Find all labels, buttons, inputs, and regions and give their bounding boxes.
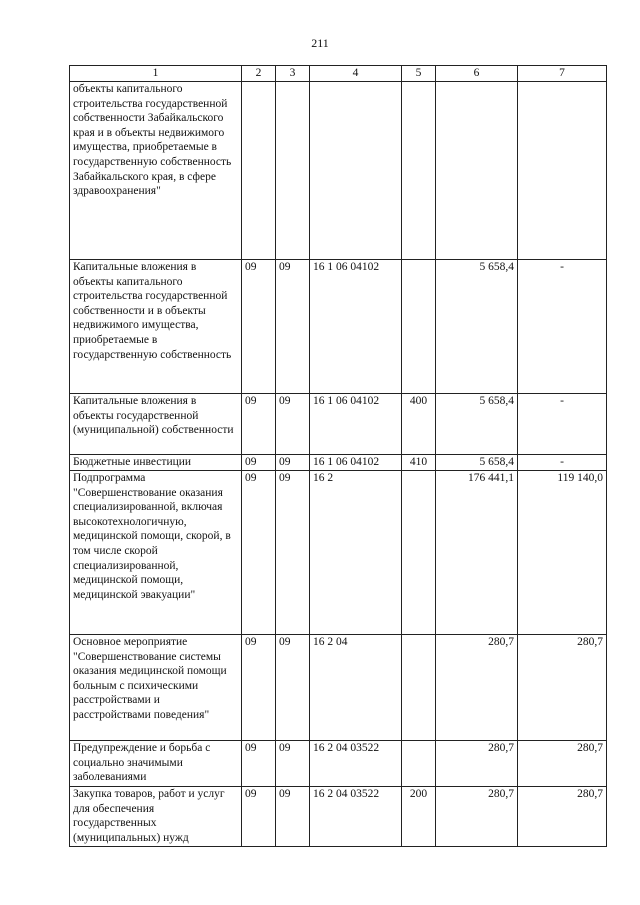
header-col-7: 7 bbox=[518, 66, 607, 82]
row-pr: 09 bbox=[276, 455, 310, 471]
row-pr: 09 bbox=[276, 260, 310, 394]
row-name: Предупреждение и борьба с социально значимыми заболеваниями bbox=[70, 741, 242, 787]
table-row bbox=[70, 82, 607, 260]
row-rz: 09 bbox=[242, 635, 276, 741]
row-sum-1: 176 441,1 bbox=[436, 471, 518, 635]
header-col-1: 1 bbox=[70, 66, 242, 82]
table-row bbox=[70, 455, 607, 471]
table-row bbox=[70, 635, 607, 741]
row-sum-2: 280,7 bbox=[518, 787, 607, 847]
row-pr: 09 bbox=[276, 394, 310, 455]
row-sum-2: 119 140,0 bbox=[518, 471, 607, 635]
row-name: Капитальные вложения в объекты государственной (муниципальной) собственности bbox=[70, 394, 242, 455]
row-rz bbox=[242, 82, 276, 260]
row-name: Бюджетные инвестиции bbox=[70, 455, 242, 471]
row-rz: 09 bbox=[242, 455, 276, 471]
header-col-6: 6 bbox=[436, 66, 518, 82]
header-col-4: 4 bbox=[310, 66, 402, 82]
row-csr: 16 2 04 bbox=[310, 635, 402, 741]
row-rz: 09 bbox=[242, 787, 276, 847]
row-csr: 16 2 04 03522 bbox=[310, 741, 402, 787]
row-pr: 09 bbox=[276, 741, 310, 787]
header-col-2: 2 bbox=[242, 66, 276, 82]
page-number: 211 bbox=[311, 36, 329, 50]
header-col-5: 5 bbox=[402, 66, 436, 82]
table-row bbox=[70, 741, 607, 787]
row-vr: 400 bbox=[402, 394, 436, 455]
table-row bbox=[70, 260, 607, 394]
row-csr: 16 2 bbox=[310, 471, 402, 635]
row-csr: 16 1 06 04102 bbox=[310, 455, 402, 471]
row-sum-1: 5 658,4 bbox=[436, 394, 518, 455]
row-name: Основное мероприятие "Совершенствование системы оказания медицинской помощи больным с психическими расстройствами и расстройствами поведения" bbox=[70, 635, 242, 741]
row-sum-1: 5 658,4 bbox=[436, 260, 518, 394]
table-row bbox=[70, 471, 607, 635]
row-name: Капитальные вложения в объекты капитального строительства государственной собственности и в объекты недвижимого имущества, приобретаемые в государственную собственность bbox=[70, 260, 242, 394]
row-sum-2: - bbox=[518, 394, 607, 455]
row-name: объекты капитального строительства государственной собственности Забайкальского края и в объекты недвижимого имущества, приобретаемые в государственную собственность Забайкальского края, в сфере здравоохранения" bbox=[70, 82, 242, 260]
row-sum-2: - bbox=[518, 260, 607, 394]
table-row bbox=[70, 394, 607, 455]
row-pr: 09 bbox=[276, 787, 310, 847]
row-vr bbox=[402, 471, 436, 635]
row-vr bbox=[402, 260, 436, 394]
table-row bbox=[70, 787, 607, 847]
row-csr: 16 1 06 04102 bbox=[310, 394, 402, 455]
row-rz: 09 bbox=[242, 394, 276, 455]
row-sum-2: 280,7 bbox=[518, 741, 607, 787]
row-name: Закупка товаров, работ и услуг для обеспечения государственных (муниципальных) нужд bbox=[70, 787, 242, 847]
header-col-3: 3 bbox=[276, 66, 310, 82]
row-vr bbox=[402, 741, 436, 787]
row-pr: 09 bbox=[276, 471, 310, 635]
row-sum-2: 280,7 bbox=[518, 635, 607, 741]
row-rz: 09 bbox=[242, 471, 276, 635]
row-csr: 16 2 04 03522 bbox=[310, 787, 402, 847]
row-rz: 09 bbox=[242, 260, 276, 394]
row-vr: 200 bbox=[402, 787, 436, 847]
row-name: Подпрограмма "Совершенствование оказания специализированной, включая высокотехнологичную, медицинской помощи, скорой, в том числе скорой специализированной, медицинской помощи, медицинской эвакуации" bbox=[70, 471, 242, 635]
row-vr bbox=[402, 82, 436, 260]
budget-table bbox=[69, 65, 607, 847]
row-vr: 410 bbox=[402, 455, 436, 471]
row-sum-1: 5 658,4 bbox=[436, 455, 518, 471]
header-row bbox=[70, 66, 607, 82]
row-csr bbox=[310, 82, 402, 260]
row-sum-1 bbox=[436, 82, 518, 260]
row-sum-1: 280,7 bbox=[436, 741, 518, 787]
row-rz: 09 bbox=[242, 741, 276, 787]
row-pr: 09 bbox=[276, 635, 310, 741]
table-body bbox=[70, 82, 607, 847]
row-pr bbox=[276, 82, 310, 260]
table-header bbox=[70, 66, 607, 82]
row-sum-2 bbox=[518, 82, 607, 260]
row-sum-1: 280,7 bbox=[436, 787, 518, 847]
row-sum-2: - bbox=[518, 455, 607, 471]
row-csr: 16 1 06 04102 bbox=[310, 260, 402, 394]
row-sum-1: 280,7 bbox=[436, 635, 518, 741]
row-vr bbox=[402, 635, 436, 741]
